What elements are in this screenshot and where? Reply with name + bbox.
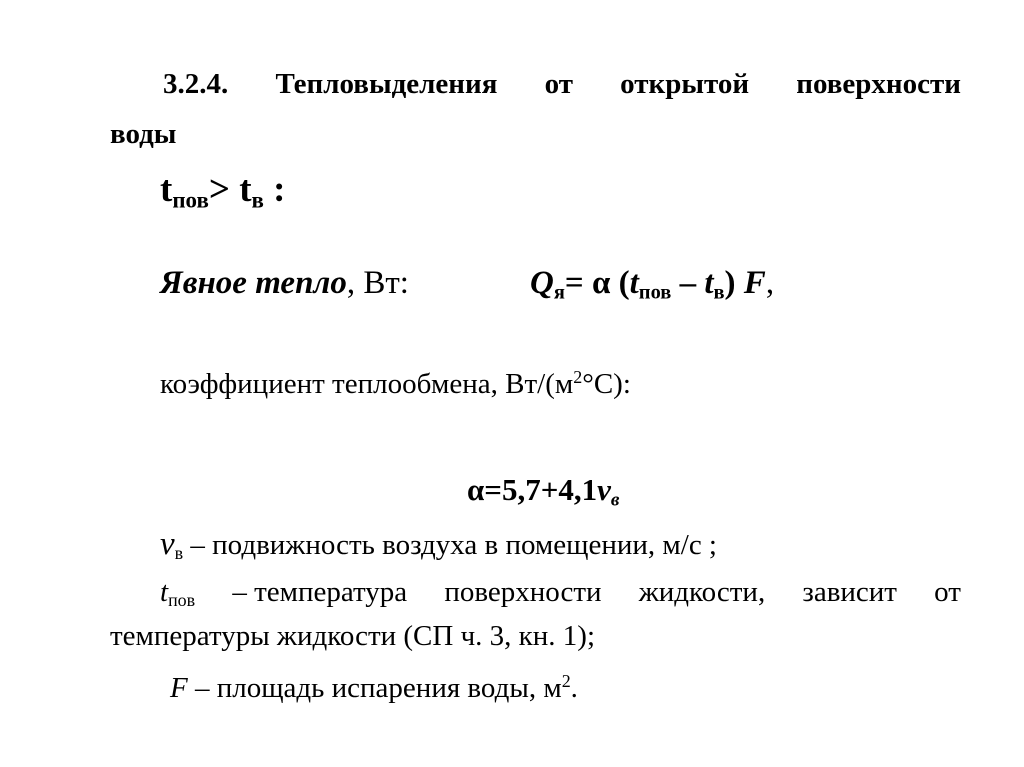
condition-formula: $t_{пов}> t_в$ : [160, 169, 286, 213]
definition-evaporation-area: F – площадь испарения воды, $м^2$. [170, 671, 578, 704]
definition-word: – температура [232, 576, 408, 608]
definition-word: от [934, 576, 961, 608]
section-title-word: Тепловыделения [275, 68, 498, 100]
definition-air-velocity: $v_в$ – подвижность воздуха в помещении, м/с ; [160, 526, 717, 564]
coefficient-label: коэффициент теплообмена, $Вт/(м^2^\circ С)$: [160, 367, 631, 400]
alpha-formula: $\alpha=5,7+4,1v_в$ [467, 472, 620, 511]
sensible-heat-term: Явное тепло [160, 265, 347, 301]
section-title-continuation: воды [110, 118, 177, 150]
definition-word: поверхности [444, 576, 602, 608]
definition-word: жидкости, [638, 576, 766, 608]
definition-symbol: $t_{пов}$ [160, 576, 196, 611]
sensible-heat-formula: $Q_я= \alpha$ $(t_{пов} - t_в)$ F, [530, 265, 775, 304]
section-number: 3.2.4. [163, 68, 229, 100]
definition-word: зависит [802, 576, 897, 608]
section-title-word: от [544, 68, 573, 100]
section-title-word: поверхности [796, 68, 961, 100]
section-heading [163, 68, 961, 101]
section-title-word: открытой [620, 68, 750, 100]
definition-surface-temperature [160, 576, 961, 609]
definition-surface-temperature-continuation: температуры жидкости (СП ч. 3, кн. 1); [110, 620, 595, 652]
sensible-heat-label [160, 265, 409, 302]
sensible-heat-unit: , Вт: [346, 265, 409, 301]
